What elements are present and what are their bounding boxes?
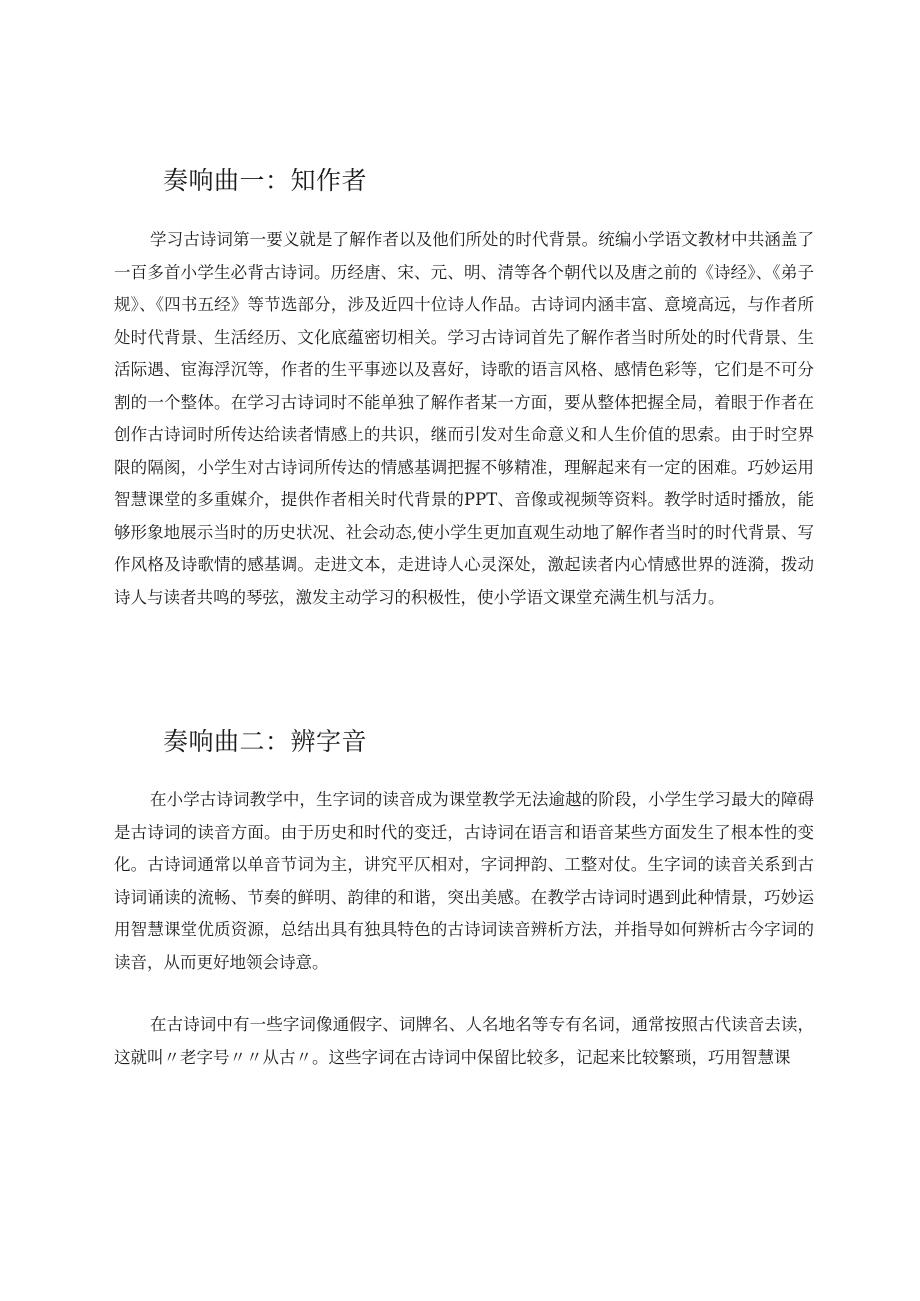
section-paragraph-author: 学习古诗词第一要义就是了解作者以及他们所处的时代背景。统编小学语文教材中共涵盖了一百多首小学生必背古诗词。历经唐、宋、元、明、清等各个朝代以及唐之前的《诗经》、《弟子规》、《四书五经》等节选部分，涉及近四十位诗人作品。古诗词内涵丰富、意境高远，与作者所处时代背景、生活经历、文化底蕴密切相关。学习古诗词首先了解作者当时所处的时代背景、生活际遇、宦海浮沉等，作者的生平事迹以及喜好，诗歌的语言风格、感情色彩等，它们是不可分割的一个整体。在学习古诗词时不能单独了解作者某一方面，要从整体把握全局，着眼于作者在创作古诗词时所传达给读者情感上的共识，继而引发对生命意义和人生价值的思索。由于时空界限的隔阂，小学生对古诗词所传达的情感基调把握不够精准，理解起来有一定的困难。巧妙运用智慧课堂的多重媒介，提供作者相关时代背景的PPT、音像或视频等资料。教学时适时播放，能够形象地展示当时的历史状况、社会动态,使小学生更加直观生动地了解作者当时的时代背景、写作风格及诗歌情的感基调。走进文本，走进诗人心灵深处，激起读者内心情感世界的涟漪，拨动诗人与读者共鸣的琴弦，激发主动学习的积极性，使小学语文课堂充满生机与活力。 xyxy=(114,230,814,607)
section-heading-pronunciation: 奏响曲二：辨字音 xyxy=(163,727,368,756)
section-paragraph-pronunciation: 在小学古诗词教学中，生字词的读音成为课堂教学无法逾越的阶段，小学生学习最大的障碍是古诗词的读音方面。由于历史和时代的变迁，古诗词在语言和语音某些方面发生了根本性的变化。古诗词通常以单音节词为主，讲究平仄相对，字词押韵、工整对仗。生字词的读音关系到古诗词诵读的流畅、节奏的鲜明、韵律的和谐，突出美感。在教学古诗词时遇到此种情景，巧妙运用智慧课堂优质资源，总结出具有独具特色的古诗词读音辨析方法，并指导如何辨析古今字词的读音，从而更好地领会诗意。 xyxy=(114,790,814,972)
section-heading-author: 奏响曲一：知作者 xyxy=(163,166,368,195)
section-paragraph-old-readings: 在古诗词中有一些字词像通假字、词牌名、人名地名等专有名词，通常按照古代读音去读，这就叫〃老字号〃〃从古〃。这些字词在古诗词中保留比较多，记起来比较繁琐，巧用智慧课 xyxy=(114,1015,814,1067)
